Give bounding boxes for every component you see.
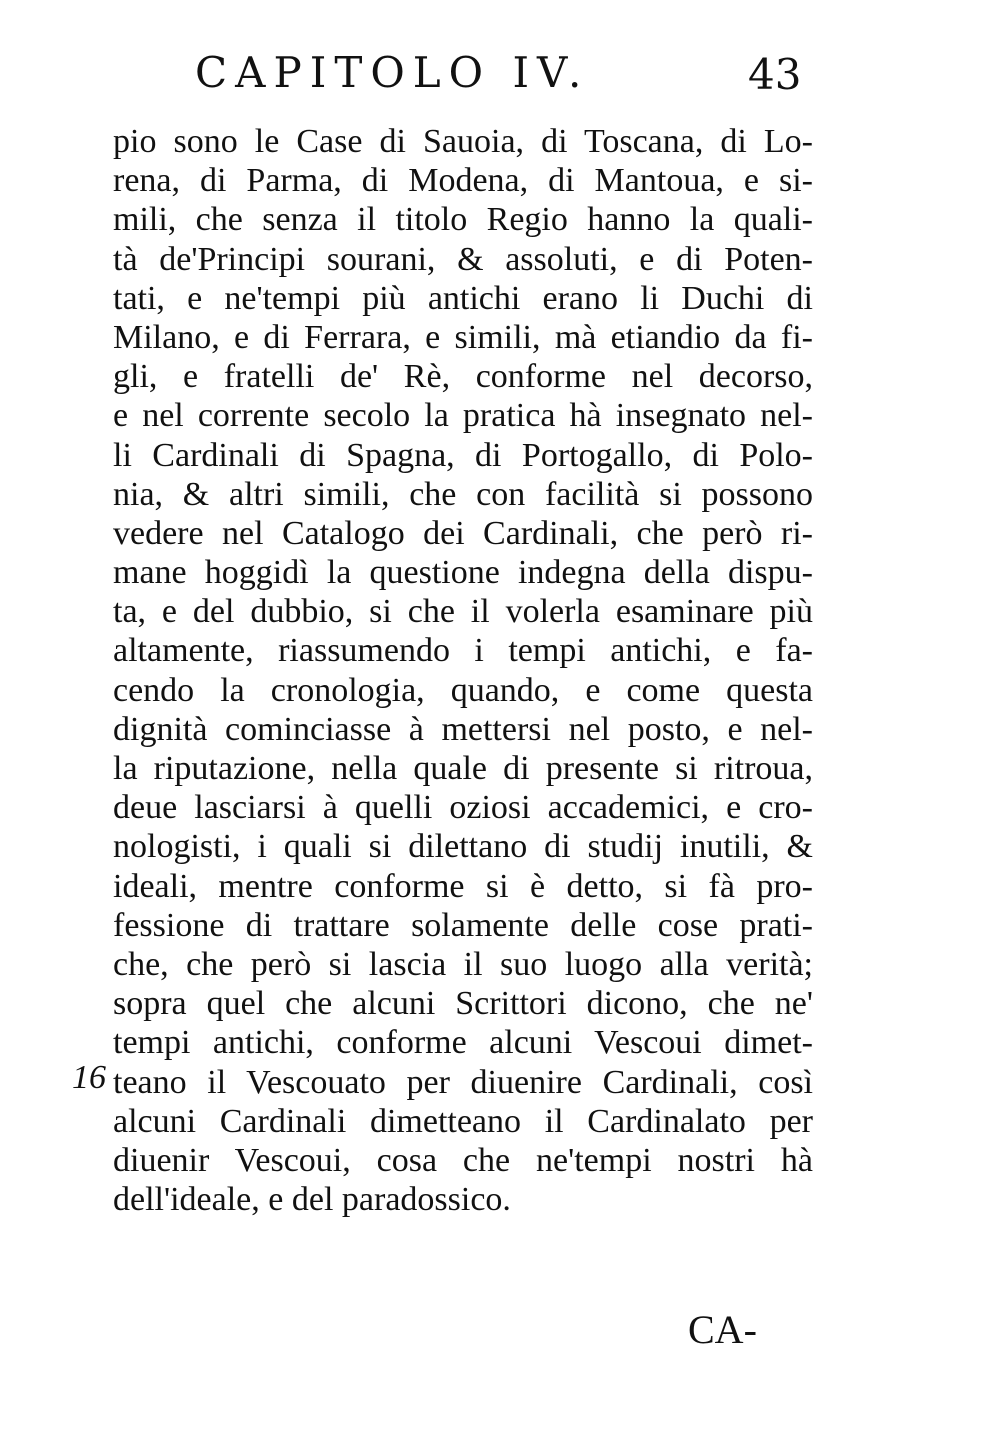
- text-line: deue lasciarsi à quelli oziosi accademici, e cro-: [113, 789, 813, 827]
- text-line: cendo la cronologia, quando, e come questa: [113, 671, 813, 709]
- text-line: mili, che senza il titolo Regio hanno la quali-: [113, 201, 813, 239]
- text-line: diuenir Vescoui, cosa che ne'tempi nostri hà: [113, 1141, 813, 1179]
- text-line: la riputazione, nella quale di presente si ritroua,: [113, 750, 813, 787]
- text-line: gli, e fratelli de' Rè, conforme nel decorso,: [113, 358, 813, 396]
- text-line: vedere nel Catalogo dei Cardinali, che però ri-: [113, 514, 813, 552]
- text-line: tati, e ne'tempi più antichi erano li Duchi di: [113, 279, 813, 317]
- text-line: nologisti, i quali si dilettano di studij inutili, &: [113, 828, 813, 866]
- text-line: fessione di trattare solamente delle cose prati-: [113, 906, 813, 944]
- text-line: li Cardinali di Spagna, di Portogallo, di Polo-: [113, 436, 813, 474]
- text-line: e nel corrente secolo la pratica hà insegnato nel-: [113, 397, 813, 435]
- text-line: ideali, mentre conforme si è detto, si fà pro-: [113, 867, 813, 905]
- catchword: CA-: [688, 1307, 757, 1352]
- text-line: tempi antichi, conforme alcuni Vescoui dimet-: [113, 1024, 813, 1062]
- text-line: dignità cominciasse à mettersi nel posto, e nel-: [113, 710, 813, 748]
- text-line: tà de'Principi sourani, & assoluti, e di Poten-: [113, 240, 813, 278]
- text-line: sopra quel che alcuni Scrittori dicono, che ne': [113, 985, 813, 1023]
- text-line: mane hoggidì la questione indegna della dispu-: [113, 554, 813, 592]
- text-line: dell'ideale, e del paradossico.: [113, 1181, 511, 1219]
- text-line: che, che però si lascia il suo luogo alla verità;: [113, 945, 813, 983]
- text-line: teano il Vescouato per diuenire Cardinali, così: [113, 1063, 813, 1101]
- text-line: nia, & altri simili, che con facilità si possono: [113, 475, 813, 513]
- text-line: alcuni Cardinali dimetteano il Cardinalato per: [113, 1102, 813, 1140]
- margin-note-number: 16: [72, 1059, 106, 1096]
- text-line: rena, di Parma, di Modena, di Mantoua, e si-: [113, 162, 813, 200]
- running-title: CAPITOLO IV.: [195, 48, 590, 97]
- text-line: altamente, riassumendo i tempi antichi, e fa-: [113, 632, 813, 670]
- page-number: 43: [748, 50, 802, 99]
- text-line: pio sono le Case di Sauoia, di Toscana, di Lo-: [113, 123, 813, 160]
- body-text: [113, 122, 813, 1219]
- text-line: ta, e del dubbio, si che il volerla esaminare più: [113, 593, 813, 631]
- text-line: Milano, e di Ferrara, e simili, mà etiandio da fi-: [113, 318, 813, 356]
